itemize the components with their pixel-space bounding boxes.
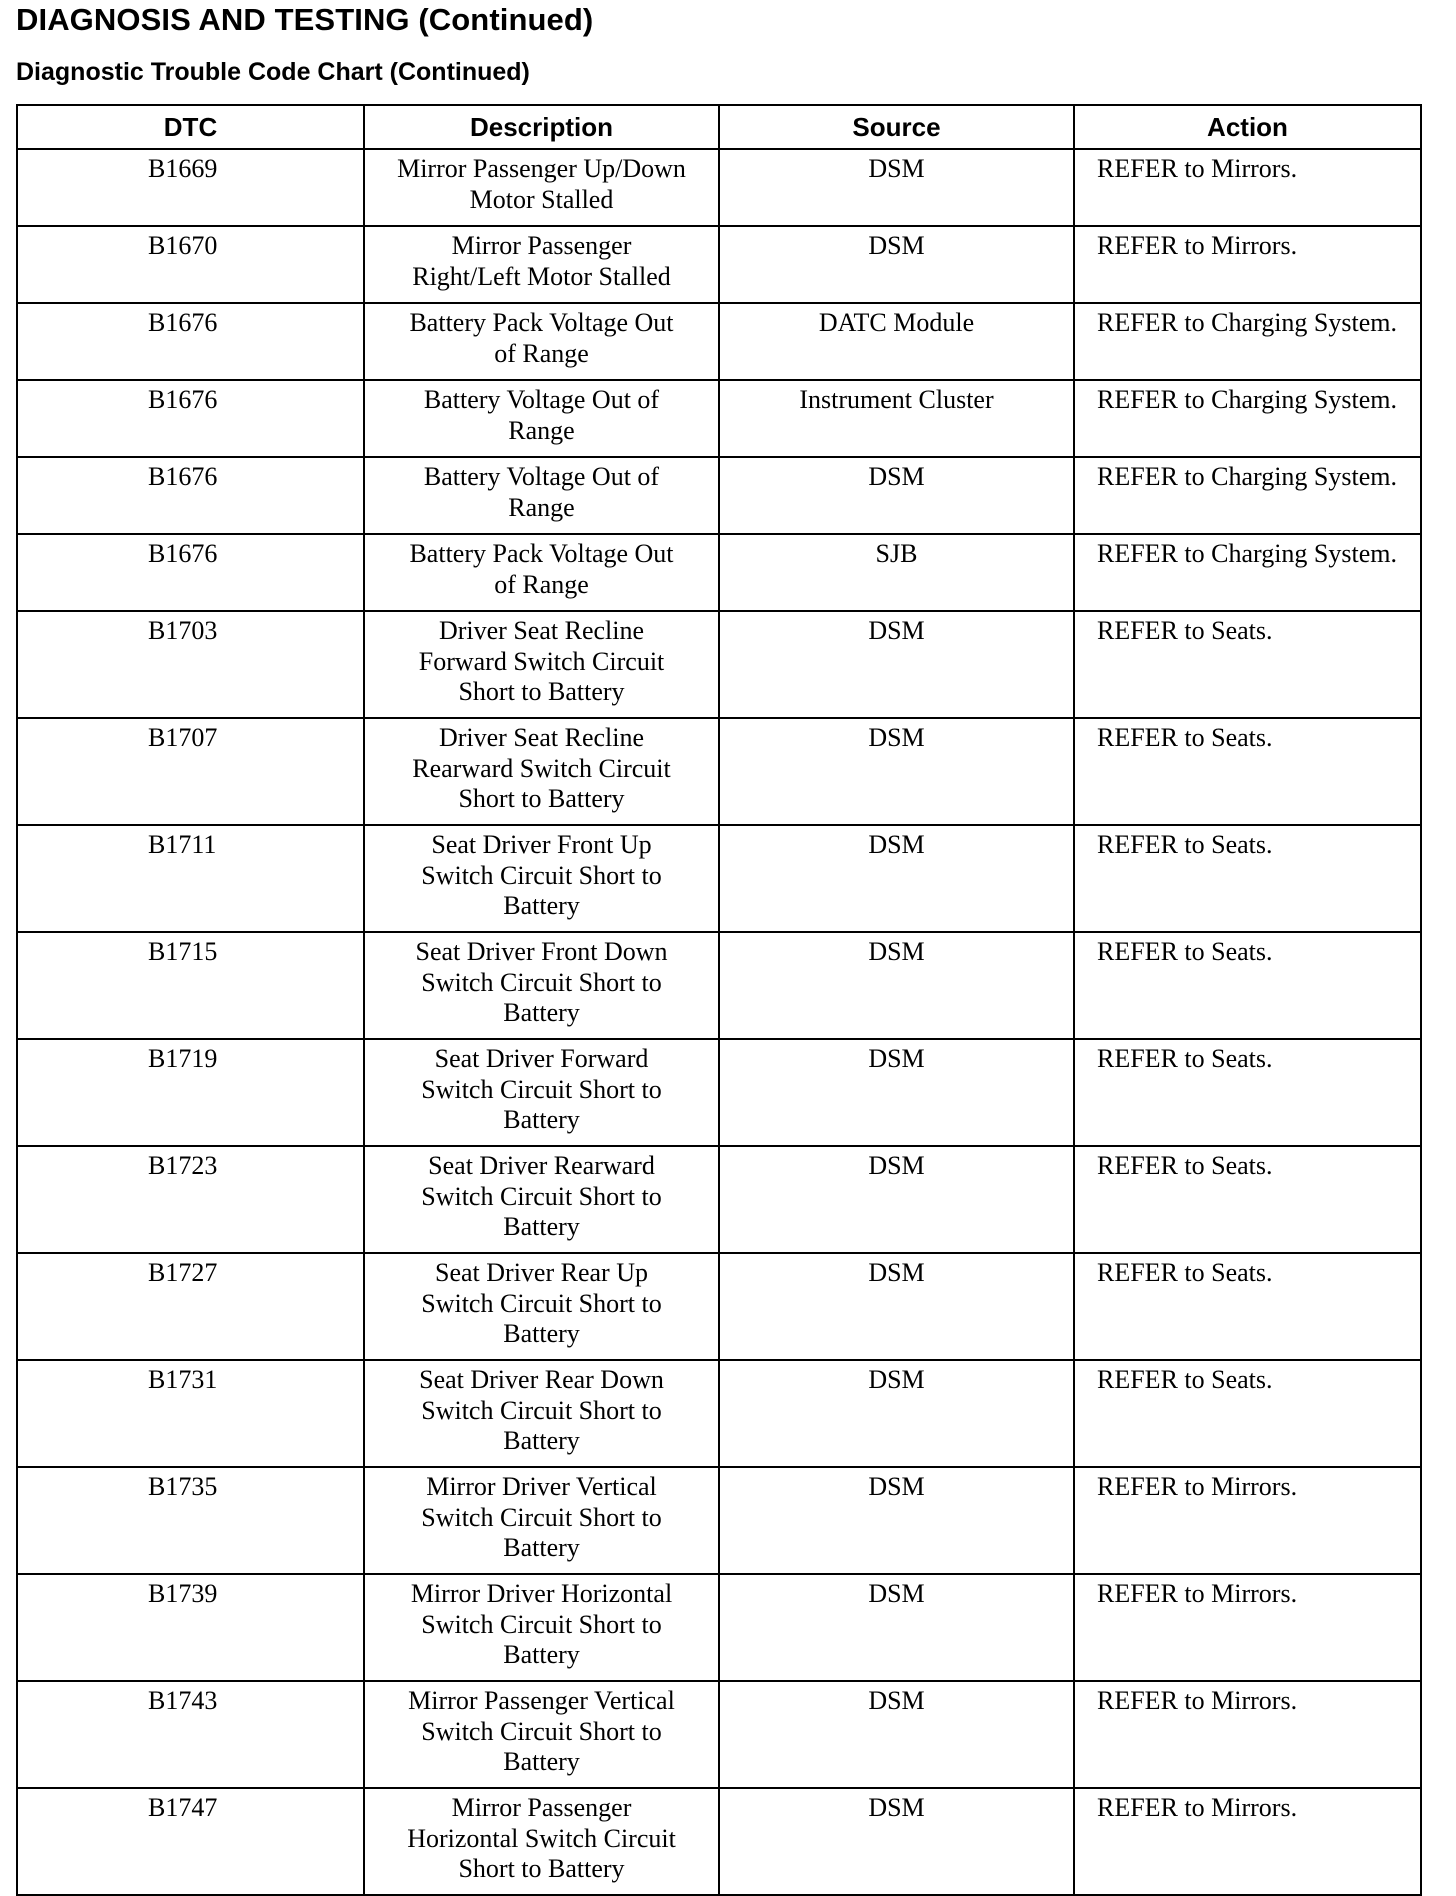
source-cell: DSM — [719, 149, 1074, 226]
description-line: Forward Switch Circuit — [418, 646, 665, 676]
description-line: Switch Circuit Short to — [421, 1502, 662, 1532]
description-line: Switch Circuit Short to — [421, 1716, 662, 1746]
description-cell — [364, 1788, 719, 1895]
action-cell: REFER to Seats. — [1074, 1360, 1421, 1467]
dtc-code-cell: B1747 — [17, 1788, 364, 1895]
description-cell — [364, 380, 719, 457]
description-line: Range — [508, 415, 575, 445]
description-line: Mirror Passenger — [451, 1793, 632, 1822]
source-cell: DSM — [719, 1146, 1074, 1253]
table-row — [17, 718, 1421, 825]
description-line: Rearward Switch Circuit — [412, 753, 671, 783]
description-line: Mirror Passenger — [451, 231, 632, 260]
table-row — [17, 1039, 1421, 1146]
action-cell: REFER to Charging System. — [1074, 457, 1421, 534]
section-subtitle: Diagnostic Trouble Code Chart (Continued) — [16, 58, 530, 86]
dtc-code-cell: B1727 — [17, 1253, 364, 1360]
action-cell: REFER to Mirrors. — [1074, 1467, 1421, 1574]
header-action: Action — [1074, 105, 1421, 149]
description-line: Battery — [503, 1640, 580, 1669]
description-line: of Range — [494, 569, 589, 599]
description-line: Seat Driver Rear Up — [435, 1258, 648, 1287]
description-line: Switch Circuit Short to — [421, 967, 662, 997]
description-line: Right/Left Motor Stalled — [412, 261, 671, 291]
dtc-code-cell: B1676 — [17, 303, 364, 380]
source-cell: DSM — [719, 226, 1074, 303]
action-cell: REFER to Seats. — [1074, 1039, 1421, 1146]
action-cell: REFER to Mirrors. — [1074, 1788, 1421, 1895]
source-cell: DSM — [719, 718, 1074, 825]
table-header-row — [17, 105, 1421, 149]
dtc-code-cell: B1739 — [17, 1574, 364, 1681]
action-cell: REFER to Mirrors. — [1074, 226, 1421, 303]
table-row — [17, 303, 1421, 380]
description-line: Battery — [503, 1426, 580, 1455]
description-line: Mirror Driver Vertical — [426, 1472, 657, 1501]
description-cell — [364, 1681, 719, 1788]
description-cell — [364, 1146, 719, 1253]
dtc-code-cell: B1743 — [17, 1681, 364, 1788]
action-cell: REFER to Seats. — [1074, 1253, 1421, 1360]
description-line: Switch Circuit Short to — [421, 1395, 662, 1425]
dtc-code-cell: B1676 — [17, 457, 364, 534]
description-cell — [364, 226, 719, 303]
description-line: Battery — [503, 1319, 580, 1348]
dtc-code-cell: B1676 — [17, 380, 364, 457]
table-row — [17, 457, 1421, 534]
table-row — [17, 1253, 1421, 1360]
table-row — [17, 1146, 1421, 1253]
description-line: Mirror Driver Horizontal — [410, 1579, 673, 1608]
action-cell: REFER to Seats. — [1074, 825, 1421, 932]
header-source: Source — [719, 105, 1074, 149]
table-row — [17, 380, 1421, 457]
dtc-code-cell: B1731 — [17, 1360, 364, 1467]
action-cell: REFER to Seats. — [1074, 1146, 1421, 1253]
description-cell — [364, 825, 719, 932]
description-cell — [364, 1039, 719, 1146]
action-cell: REFER to Mirrors. — [1074, 149, 1421, 226]
source-cell: DSM — [719, 1574, 1074, 1681]
page-title: DIAGNOSIS AND TESTING (Continued) — [16, 2, 594, 37]
description-line: Battery — [503, 1105, 580, 1134]
description-line: Seat Driver Front Down — [415, 937, 668, 966]
source-cell: DSM — [719, 1788, 1074, 1895]
header-description: Description — [364, 105, 719, 149]
header-dtc: DTC — [17, 105, 364, 149]
table-row — [17, 611, 1421, 718]
description-cell — [364, 932, 719, 1039]
table-row — [17, 149, 1421, 226]
dtc-code-cell: B1670 — [17, 226, 364, 303]
description-line: Short to Battery — [458, 784, 625, 813]
table-row — [17, 1574, 1421, 1681]
source-cell: DSM — [719, 932, 1074, 1039]
description-line: Seat Driver Front Up — [431, 830, 652, 859]
description-line: Battery Voltage Out of — [423, 462, 660, 491]
table-row — [17, 1467, 1421, 1574]
description-cell — [364, 1574, 719, 1681]
description-cell — [364, 611, 719, 718]
table-row — [17, 226, 1421, 303]
dtc-code-cell: B1707 — [17, 718, 364, 825]
table-row — [17, 932, 1421, 1039]
action-cell: REFER to Seats. — [1074, 932, 1421, 1039]
description-line: Battery — [503, 891, 580, 920]
description-line: Battery — [503, 1747, 580, 1776]
description-line: Switch Circuit Short to — [421, 1181, 662, 1211]
description-cell — [364, 457, 719, 534]
source-cell: DSM — [719, 1467, 1074, 1574]
description-line: Range — [508, 492, 575, 522]
source-cell: DSM — [719, 1253, 1074, 1360]
table-body — [17, 149, 1421, 1895]
description-line: Driver Seat Recline — [438, 723, 645, 752]
source-cell: SJB — [719, 534, 1074, 611]
description-cell — [364, 149, 719, 226]
dtc-chart-table — [16, 104, 1422, 1896]
description-line: Seat Driver Rear Down — [419, 1365, 664, 1394]
table-row — [17, 534, 1421, 611]
description-cell — [364, 303, 719, 380]
description-line: Switch Circuit Short to — [421, 1288, 662, 1318]
dtc-code-cell: B1723 — [17, 1146, 364, 1253]
source-cell: DSM — [719, 1039, 1074, 1146]
description-line: Battery Pack Voltage Out — [409, 539, 674, 568]
source-cell: DATC Module — [719, 303, 1074, 380]
action-cell: REFER to Charging System. — [1074, 303, 1421, 380]
description-line: Short to Battery — [458, 1854, 625, 1883]
description-line: Mirror Passenger Vertical — [408, 1686, 675, 1715]
dtc-code-cell: B1719 — [17, 1039, 364, 1146]
source-cell: Instrument Cluster — [719, 380, 1074, 457]
action-cell: REFER to Mirrors. — [1074, 1681, 1421, 1788]
dtc-code-cell: B1669 — [17, 149, 364, 226]
description-cell — [364, 1360, 719, 1467]
action-cell: REFER to Charging System. — [1074, 534, 1421, 611]
table-row — [17, 1681, 1421, 1788]
description-line: Short to Battery — [458, 677, 625, 706]
description-cell — [364, 718, 719, 825]
description-line: Horizontal Switch Circuit — [407, 1823, 676, 1853]
dtc-code-cell: B1703 — [17, 611, 364, 718]
dtc-code-cell: B1715 — [17, 932, 364, 1039]
description-line: Motor Stalled — [469, 184, 614, 214]
description-cell — [364, 1467, 719, 1574]
action-cell: REFER to Seats. — [1074, 611, 1421, 718]
description-line: Battery Pack Voltage Out — [409, 308, 674, 337]
dtc-code-cell: B1711 — [17, 825, 364, 932]
description-cell — [364, 534, 719, 611]
description-line: Mirror Passenger Up/Down — [397, 154, 686, 183]
action-cell: REFER to Seats. — [1074, 718, 1421, 825]
action-cell: REFER to Mirrors. — [1074, 1574, 1421, 1681]
table-row — [17, 1788, 1421, 1895]
table-row — [17, 825, 1421, 932]
table-row — [17, 1360, 1421, 1467]
description-line: Switch Circuit Short to — [421, 1074, 662, 1104]
description-line: Driver Seat Recline — [438, 616, 645, 645]
description-line: Battery Voltage Out of — [423, 385, 660, 414]
action-cell: REFER to Charging System. — [1074, 380, 1421, 457]
description-line: Battery — [503, 1212, 580, 1241]
dtc-code-cell: B1676 — [17, 534, 364, 611]
source-cell: DSM — [719, 457, 1074, 534]
description-cell — [364, 1253, 719, 1360]
description-line: Seat Driver Rearward — [428, 1151, 655, 1180]
source-cell: DSM — [719, 1360, 1074, 1467]
description-line: Switch Circuit Short to — [421, 860, 662, 890]
dtc-code-cell: B1735 — [17, 1467, 364, 1574]
description-line: Switch Circuit Short to — [421, 1609, 662, 1639]
source-cell: DSM — [719, 611, 1074, 718]
source-cell: DSM — [719, 1681, 1074, 1788]
source-cell: DSM — [719, 825, 1074, 932]
description-line: of Range — [494, 338, 589, 368]
description-line: Seat Driver Forward — [434, 1044, 649, 1073]
description-line: Battery — [503, 998, 580, 1027]
description-line: Battery — [503, 1533, 580, 1562]
